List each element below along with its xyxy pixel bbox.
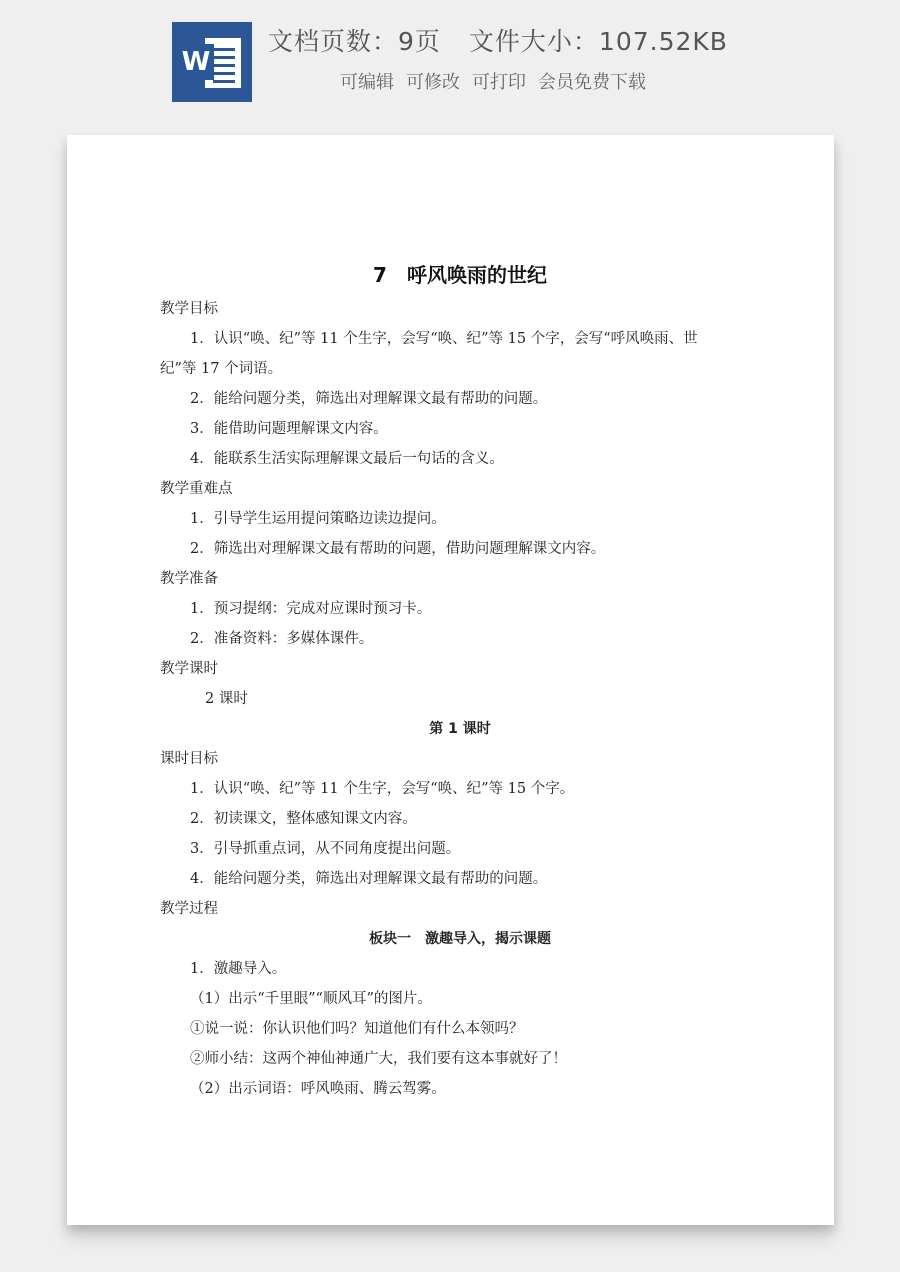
goal-item: 1．认识“唤、纪”等 11 个生字，会写“唤、纪”等 15 个字，会写“呼风唤雨、世 — [190, 331, 698, 347]
section-heading-process: 教学过程 — [160, 901, 218, 917]
feature-modifiable: 可修改 — [406, 72, 460, 93]
process-item: （2）出示词语：呼风唤雨、腾云驾雾。 — [190, 1081, 446, 1097]
word-doc-icon — [172, 22, 252, 102]
goal-item-continued: 纪”等 17 个词语。 — [160, 361, 283, 377]
feature-list — [340, 68, 646, 94]
feature-member-download: 会员免费下载 — [538, 72, 646, 93]
process-item: （1）出示“千里眼”“顺风耳”的图片。 — [190, 991, 432, 1007]
page-count: 文档页数：9页 — [268, 27, 441, 56]
feature-printable: 可打印 — [472, 72, 526, 93]
lesson-goal-item: 4．能给问题分类，筛选出对理解课文最有帮助的问题。 — [190, 871, 548, 887]
key-point-item: 2．筛选出对理解课文最有帮助的问题，借助问题理解课文内容。 — [190, 541, 606, 557]
document-page — [67, 135, 834, 1225]
lesson-1-heading: 第 1 课时 — [429, 721, 491, 737]
section-heading-goals: 教学目标 — [160, 301, 218, 317]
download-header — [0, 0, 900, 128]
lesson-goal-item: 1．认识“唤、纪”等 11 个生字，会写“唤、纪”等 15 个字。 — [190, 781, 575, 797]
key-point-item: 1．引导学生运用提问策略边读边提问。 — [190, 511, 446, 527]
process-item: ①说一说：你认识他们吗？知道他们有什么本领吗？ — [190, 1021, 524, 1037]
goal-item: 3．能借助问题理解课文内容。 — [190, 421, 388, 437]
prep-item: 2．准备资料：多媒体课件。 — [190, 631, 374, 647]
hours-value: 2 课时 — [205, 691, 248, 707]
goal-item: 2．能给问题分类，筛选出对理解课文最有帮助的问题。 — [190, 391, 548, 407]
block-1-heading: 板块一 激趣导入，揭示课题 — [369, 931, 551, 947]
lesson-goal-item: 3．引导抓重点词，从不同角度提出问题。 — [190, 841, 461, 857]
word-letter-badge: W — [178, 44, 214, 80]
section-heading-hours: 教学课时 — [160, 661, 218, 677]
section-heading-lesson-goals: 课时目标 — [160, 751, 218, 767]
prep-item: 1．预习提纲：完成对应课时预习卡。 — [190, 601, 432, 617]
section-heading-preparation: 教学准备 — [160, 571, 218, 587]
process-item: ②师小结：这两个神仙神通广大，我们要有这本事就好了！ — [190, 1051, 567, 1067]
goal-item: 4．能联系生活实际理解课文最后一句话的含义。 — [190, 451, 504, 467]
lesson-goal-item: 2．初读课文，整体感知课文内容。 — [190, 811, 417, 827]
section-heading-key-points: 教学重难点 — [160, 481, 233, 497]
file-size: 文件大小：107.52KB — [468, 27, 728, 56]
document-title: 7 呼风唤雨的世纪 — [373, 263, 547, 287]
file-meta — [268, 22, 728, 58]
document-body — [160, 260, 760, 1104]
feature-editable: 可编辑 — [340, 72, 394, 93]
process-item: 1．激趣导入。 — [190, 961, 287, 977]
